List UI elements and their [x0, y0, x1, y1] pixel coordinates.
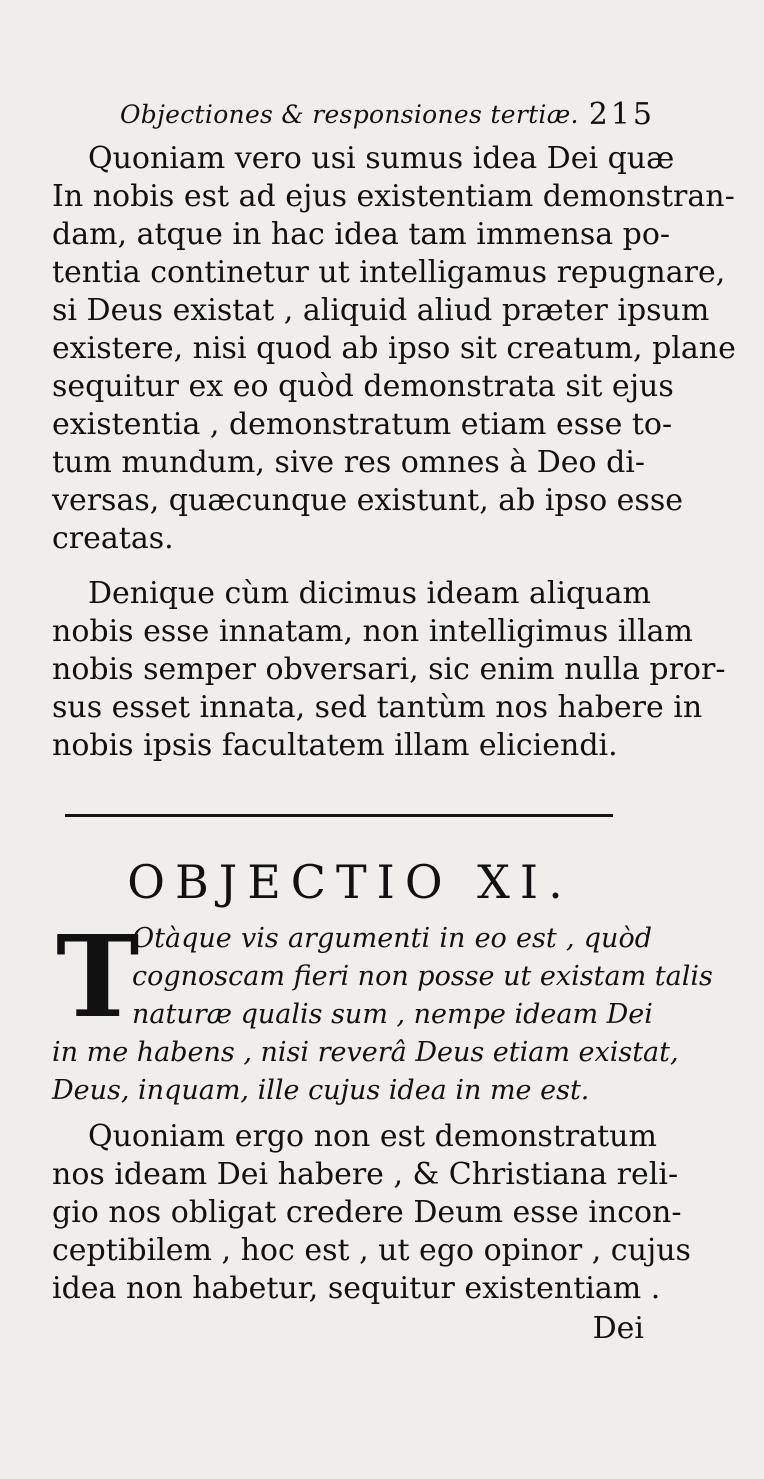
paragraph-3 [52, 1118, 691, 1308]
drop-cap: T [56, 912, 140, 1043]
text-line: gio nos obligat credere Deum esse incon- [52, 1195, 682, 1230]
text-line: existentia , demonstratum etiam esse to- [52, 407, 673, 442]
text-line: Deus, inquam, ille cujus idea in me est. [52, 1075, 590, 1106]
text-line: sequitur ex eo quòd demonstrata sit ejus [52, 369, 674, 404]
text-line: cognoscam fieri non posse ut existam talis [132, 961, 713, 992]
text-line: In nobis est ad ejus existentiam demonstran- [52, 179, 735, 214]
text-line: idea non habetur, sequitur existentiam . [52, 1271, 661, 1306]
text-line: nos ideam Dei habere , & Christiana reli- [52, 1157, 679, 1192]
page-header [120, 90, 655, 140]
section-divider [65, 814, 613, 817]
text-line: Quoniam ergo non est demonstratum [88, 1119, 657, 1154]
page-number: 215 [588, 97, 655, 132]
text-line: versas, quæcunque existunt, ab ipso esse [52, 483, 683, 518]
text-line: si Deus existat , aliquid aliud præter ipsum [52, 293, 710, 328]
text-line: dam, atque in hac idea tam immensa po- [52, 217, 671, 252]
text-line: tum mundum, sive res omnes à Deo di- [52, 445, 646, 480]
text-line: naturæ qualis sum , nempe ideam Dei [132, 999, 653, 1030]
text-line: Quoniam vero usi sumus idea Dei quæ [88, 141, 675, 176]
text-line: tentia continetur ut intelligamus repugnare, [52, 255, 726, 290]
paragraph-1 [52, 140, 736, 558]
paragraph-2 [52, 575, 726, 765]
text-line: sus esset innata, sed tantùm nos habere in [52, 690, 703, 725]
text-line: nobis semper obversari, sic enim nulla pror- [52, 652, 726, 687]
text-line: nobis ipsis facultatem illam eliciendi. [52, 728, 618, 763]
text-line: ceptibilem , hoc est , ut ego opinor , cujus [52, 1233, 691, 1268]
text-line: Denique cùm dicimus ideam aliquam [88, 576, 651, 611]
section-title: OBJECTIO XI. [127, 855, 573, 909]
running-head: Objectiones & responsiones tertiæ. [120, 100, 579, 129]
text-line: nobis esse innatam, non intelligimus illam [52, 614, 693, 649]
text-line: existere, nisi quod ab ipso sit creatum, plane [52, 331, 736, 366]
catchword: Dei [592, 1311, 644, 1346]
text-line: Otàque vis argumenti in eo est , quòd [132, 923, 652, 954]
text-line: creatas. [52, 521, 174, 556]
text-line: in me habens , nisi reverâ Deus etiam existat, [52, 1037, 679, 1068]
objection-text [52, 912, 713, 1110]
